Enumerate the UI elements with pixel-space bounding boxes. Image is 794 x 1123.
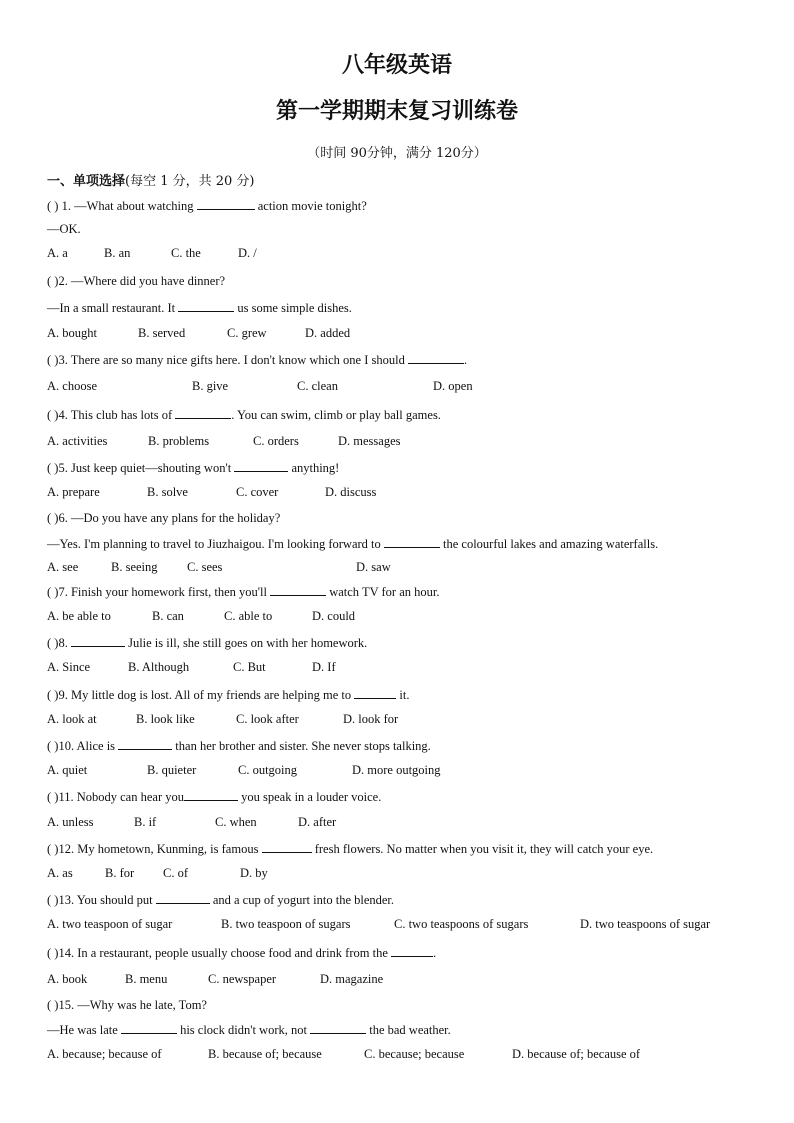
answer-blank[interactable] <box>118 737 172 750</box>
question-14-line-1 <box>47 944 436 961</box>
question-2-line-2 <box>47 299 352 316</box>
question-2-option-A: A. bought <box>47 326 97 340</box>
question-8-option-D: D. If <box>312 660 336 674</box>
page-title: 八年级英语 <box>341 53 452 78</box>
question-text: fresh flowers. No matter when you visit it, they will catch your eye. <box>311 842 654 856</box>
question-text: ( )14. In a restaurant, people usually choose food and drink from the <box>47 946 391 960</box>
question-5-option-B: B. solve <box>147 485 188 499</box>
section-note: (每空 1 分，共 20 分) <box>125 174 255 189</box>
question-9-option-A: A. look at <box>47 712 97 726</box>
question-text: ( )8. <box>47 636 71 650</box>
question-14-option-C: C. newspaper <box>208 972 277 986</box>
question-15-option-B: B. because of; because <box>208 1047 322 1061</box>
question-8-option-B: B. Although <box>128 660 190 674</box>
answer-blank[interactable] <box>178 299 234 312</box>
question-text: the bad weather. <box>366 1023 451 1037</box>
question-text: anything! <box>288 461 340 475</box>
question-4-option-C: C. orders <box>253 434 299 448</box>
answer-blank[interactable] <box>408 351 464 364</box>
question-10-option-D: D. more outgoing <box>352 763 441 777</box>
question-15-line-1 <box>47 997 207 1013</box>
question-8-line-1 <box>47 634 367 651</box>
question-9-option-B: B. look like <box>136 712 195 726</box>
question-1-line-2 <box>47 221 81 237</box>
question-2-option-D: D. added <box>305 326 351 340</box>
question-1-option-D: D. / <box>238 246 257 260</box>
question-1-line-1 <box>47 197 367 214</box>
question-15-line-2 <box>47 1021 451 1038</box>
question-14-option-D: D. magazine <box>320 972 384 986</box>
answer-blank[interactable] <box>71 634 125 647</box>
question-text: ( ) 1. —What about watching <box>47 199 197 213</box>
question-3-option-B: B. give <box>192 379 229 393</box>
question-7-option-B: B. can <box>152 609 184 623</box>
question-14-option-A: A. book <box>47 972 88 986</box>
question-6-option-C: C. sees <box>187 560 223 574</box>
question-4-option-D: D. messages <box>338 434 401 448</box>
question-12-option-A: A. as <box>47 866 73 880</box>
question-text: ( )6. —Do you have any plans for the holiday? <box>47 511 281 525</box>
question-text: ( )4. This club has lots of <box>47 408 176 422</box>
question-6-line-2 <box>47 535 658 552</box>
question-text: ( )11. Nobody can hear you <box>47 790 184 804</box>
question-text: Julie is ill, she still goes on with her homework. <box>124 636 368 650</box>
question-11-option-B: B. if <box>134 815 157 829</box>
question-13-option-D: D. two teaspoons of sugar <box>580 917 711 931</box>
question-text: —In a small restaurant. It <box>47 301 179 315</box>
question-13-option-A: A. two teaspoon of sugar <box>47 917 173 931</box>
question-6-line-1 <box>47 510 280 526</box>
question-7-option-D: D. could <box>312 609 356 623</box>
answer-blank[interactable] <box>354 686 396 699</box>
exam-meta: （时间 90分钟，满分 120分） <box>307 146 487 161</box>
answer-blank[interactable] <box>234 459 288 472</box>
question-11-line-1 <box>47 788 381 805</box>
question-text: and a cup of yogurt into the blender. <box>209 893 395 907</box>
answer-blank[interactable] <box>121 1021 177 1034</box>
question-4-line-1 <box>47 406 441 423</box>
question-text: watch TV for an hour. <box>326 585 440 599</box>
question-3-line-1 <box>47 351 467 368</box>
question-7-option-C: C. able to <box>224 609 273 623</box>
question-15-option-A: A. because; because of <box>47 1047 162 1061</box>
answer-blank[interactable] <box>175 406 231 419</box>
question-12-line-1 <box>47 840 653 857</box>
question-text: . <box>463 353 468 367</box>
section-heading <box>47 170 255 189</box>
section-title: 一、单项选择 <box>47 174 126 189</box>
question-11-option-D: D. after <box>298 815 337 829</box>
question-2-option-B: B. served <box>138 326 186 340</box>
question-text: than her brother and sister. She never stops talking. <box>172 739 431 753</box>
question-6-option-A: A. see <box>47 560 79 574</box>
question-1-option-C: C. the <box>171 246 201 260</box>
question-text: . <box>433 946 437 960</box>
question-13-line-1 <box>47 891 394 908</box>
answer-blank[interactable] <box>197 197 255 210</box>
question-text: ( )2. —Where did you have dinner? <box>47 274 226 288</box>
question-text: ( )15. —Why was he late, Tom? <box>47 998 207 1012</box>
question-5-option-D: D. discuss <box>325 485 377 499</box>
question-2-line-1 <box>47 273 225 289</box>
question-11-option-C: C. when <box>215 815 257 829</box>
question-3-option-C: C. clean <box>297 379 338 393</box>
question-text: you speak in a louder voice. <box>238 790 382 804</box>
question-4-option-B: B. problems <box>148 434 210 448</box>
question-15-option-D: D. because of; because of <box>512 1047 641 1061</box>
question-10-option-C: C. outgoing <box>238 763 298 777</box>
question-12-option-B: B. for <box>105 866 135 880</box>
question-4-option-A: A. activities <box>47 434 108 448</box>
exam-subtitle: 第一学期期末复习训练卷 <box>275 99 518 124</box>
question-10-option-B: B. quieter <box>147 763 197 777</box>
answer-blank[interactable] <box>310 1021 366 1034</box>
question-10-line-1 <box>47 737 431 754</box>
question-7-line-1 <box>47 583 439 600</box>
question-5-option-C: C. cover <box>236 485 279 499</box>
question-5-option-A: A. prepare <box>47 485 100 499</box>
question-9-option-C: C. look after <box>236 712 299 726</box>
question-12-option-D: D. by <box>240 866 268 880</box>
question-text: —Yes. I'm planning to travel to Jiuzhaigou. I'm looking forward to <box>47 537 384 551</box>
question-15-option-C: C. because; because <box>364 1047 465 1061</box>
question-10-option-A: A. quiet <box>47 763 88 777</box>
question-13-option-C: C. two teaspoons of sugars <box>394 917 529 931</box>
question-13-option-B: B. two teaspoon of sugars <box>221 917 351 931</box>
question-text: ( )7. Finish your homework first, then you'll <box>47 585 271 599</box>
question-text: it. <box>396 688 410 702</box>
question-11-option-A: A. unless <box>47 815 94 829</box>
answer-blank[interactable] <box>262 840 312 853</box>
question-1-option-B: B. an <box>104 246 131 260</box>
question-text: action movie tonight? <box>254 199 367 213</box>
question-5-line-1 <box>47 459 339 476</box>
question-9-line-1 <box>47 686 409 703</box>
question-3-option-D: D. open <box>433 379 473 393</box>
question-text: the colourful lakes and amazing waterfalls. <box>439 537 659 551</box>
answer-blank[interactable] <box>270 583 326 596</box>
question-text: us some simple dishes. <box>234 301 352 315</box>
answer-blank[interactable] <box>391 944 433 957</box>
question-6-option-D: D. saw <box>356 560 391 574</box>
question-text: ( )12. My hometown, Kunming, is famous <box>47 842 262 856</box>
answer-blank[interactable] <box>384 535 440 548</box>
question-text: —OK. <box>47 222 81 236</box>
question-3-option-A: A. choose <box>47 379 97 393</box>
question-6-option-B: B. seeing <box>111 560 158 574</box>
question-text: —He was late <box>47 1023 121 1037</box>
question-text: ( )3. There are so many nice gifts here. I don't know which one I should <box>47 353 408 367</box>
question-14-option-B: B. menu <box>125 972 168 986</box>
question-2-option-C: C. grew <box>227 326 267 340</box>
question-8-option-A: A. Since <box>47 660 91 674</box>
answer-blank[interactable] <box>156 891 210 904</box>
question-text: ( )5. Just keep quiet—shouting won't <box>47 461 235 475</box>
question-12-option-C: C. of <box>163 866 188 880</box>
question-text: . You can swim, climb or play ball games. <box>231 408 441 422</box>
question-text: his clock didn't work, not <box>176 1023 311 1037</box>
question-1-option-A: A. a <box>47 246 68 260</box>
question-text: ( )10. Alice is <box>47 739 119 753</box>
question-9-option-D: D. look for <box>343 712 399 726</box>
question-7-option-A: A. be able to <box>47 609 111 623</box>
question-8-option-C: C. But <box>233 660 266 674</box>
question-text: ( )13. You should put <box>47 893 156 907</box>
answer-blank[interactable] <box>184 788 238 801</box>
question-text: ( )9. My little dog is lost. All of my friends are helping me to <box>47 688 355 702</box>
